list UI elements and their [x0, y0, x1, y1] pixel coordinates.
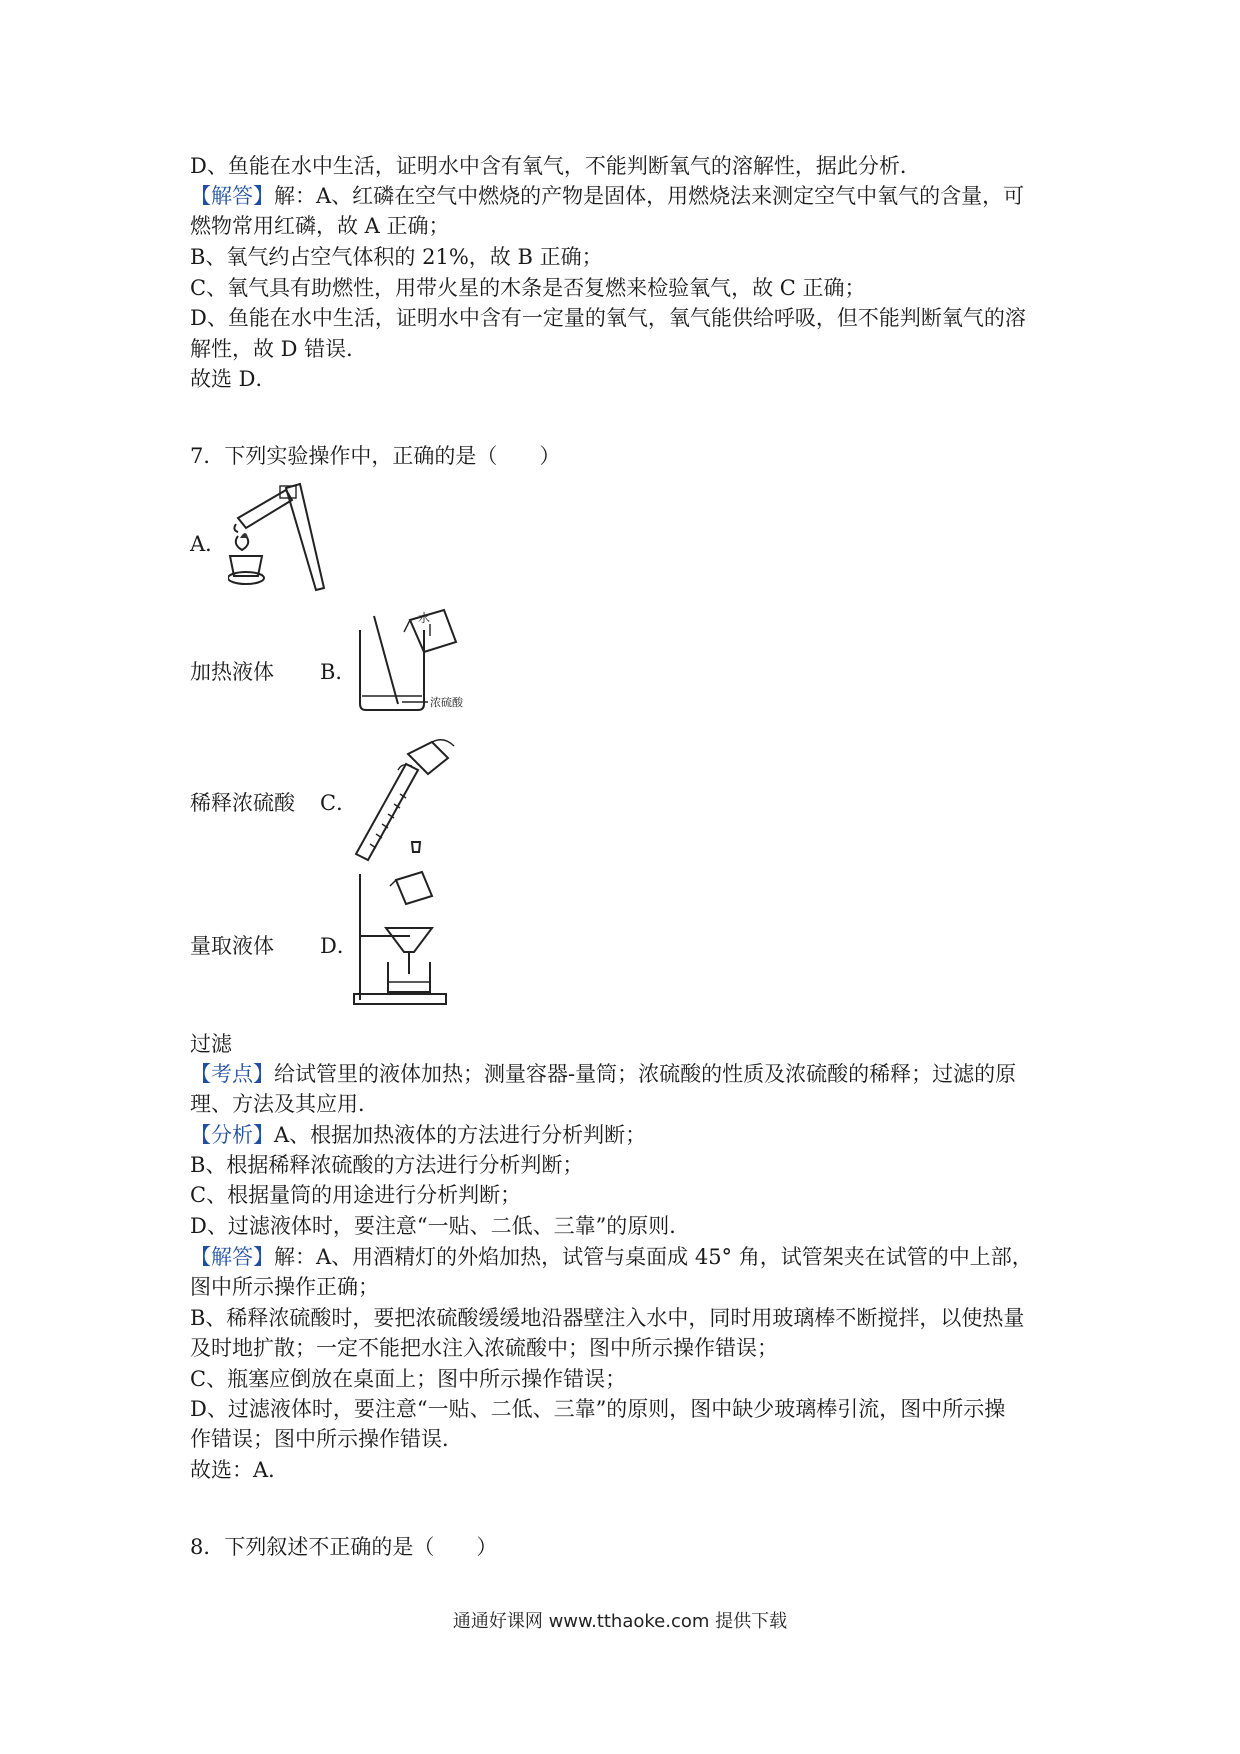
option-d-label: D． — [320, 934, 358, 958]
jieda-text: 解：A、用酒精灯的外焰加热，试管与桌面成 45° 角，试管架夹在试管的中上部， — [274, 1245, 1033, 1269]
figure-heating-liquid — [228, 478, 338, 596]
jieda-line-8: 故选：A． — [190, 1458, 290, 1482]
kaodian-line-1 — [190, 1060, 1016, 1088]
jieda-tag: 【解答】 — [190, 1245, 274, 1269]
fenxi-text: A、根据加热液体的方法进行分析判断； — [274, 1123, 647, 1147]
jieda-line-2: 图中所示操作正确； — [190, 1275, 379, 1299]
line-6: D、鱼能在水中生活，证明水中含有一定量的氧气，氧气能供给呼吸，但不能判断氧气的溶 — [190, 306, 1026, 330]
acid-label: 浓硫酸 — [430, 696, 463, 709]
fenxi-line-1 — [190, 1121, 646, 1149]
line-5: C、氧气具有助燃性，用带火星的木条是否复燃来检验氧气，故 C 正确； — [190, 276, 866, 300]
line-1: D、鱼能在水中生活，证明水中含有氧气，不能判断氧气的溶解性，据此分析． — [190, 154, 921, 178]
water-label: 水 — [418, 611, 431, 625]
jieda-line-7: 作错误；图中所示操作错误． — [190, 1427, 463, 1451]
line-4: B、氧气约占空气体积的 21%，故 B 正确； — [190, 245, 603, 269]
jieda-line-3: B、稀释浓硫酸时，要把浓硫酸缓缓地沿器壁注入水中，同时用玻璃棒不断搅拌，以使热量 — [190, 1306, 1025, 1330]
question-7: 7．下列实验操作中，正确的是（ ） — [190, 444, 561, 468]
caption-diluting-acid: 稀释浓硫酸 — [190, 791, 295, 815]
figure-measuring-liquid — [352, 736, 462, 864]
jieda-line-6: D、过滤液体时，要注意“一贴、二低、三靠”的原则，图中缺少玻璃棒引流，图中所示操 — [190, 1397, 1006, 1421]
jieda-line-4: 及时地扩散；一定不能把水注入浓硫酸中；图中所示操作错误； — [190, 1336, 778, 1360]
option-a-label: A． — [190, 532, 227, 556]
jieda-line-5: C、瓶塞应倒放在桌面上；图中所示操作错误； — [190, 1367, 627, 1391]
kaodian-text: 给试管里的液体加热；测量容器-量筒；浓硫酸的性质及浓硫酸的稀释；过滤的原 — [274, 1062, 1017, 1086]
fenxi-tag: 【分析】 — [190, 1123, 274, 1147]
question-8: 8．下列叙述不正确的是（ ） — [190, 1535, 498, 1559]
fenxi-line-3: C、根据量筒的用途进行分析判断； — [190, 1183, 522, 1207]
line-7: 解性，故 D 错误． — [190, 337, 368, 361]
caption-filtering: 过滤 — [190, 1032, 232, 1056]
option-b-label: B． — [320, 660, 357, 684]
jieda-line-1 — [190, 1243, 1033, 1271]
option-c-label: C． — [320, 791, 358, 815]
answer-tag: 【解答】 — [190, 184, 274, 208]
line-8: 故选 D． — [190, 367, 277, 391]
fenxi-line-4: D、过滤液体时，要注意“一贴、二低、三靠”的原则． — [190, 1214, 691, 1238]
line-2 — [190, 182, 1024, 210]
kaodian-tag: 【考点】 — [190, 1062, 274, 1086]
caption-measuring-liquid: 量取液体 — [190, 934, 274, 958]
figure-diluting-acid — [352, 606, 482, 712]
fenxi-line-2: B、根据稀释浓硫酸的方法进行分析判断； — [190, 1153, 584, 1177]
page-footer: 通通好课网 www.tthaoke.com 提供下载 — [452, 1611, 788, 1632]
kaodian-line-2: 理、方法及其应用． — [190, 1092, 379, 1116]
line-3: 燃物常用红磷，故 A 正确； — [190, 214, 450, 238]
answer-text: 解：A、红磷在空气中燃烧的产物是固体，用燃烧法来测定空气中氧气的含量，可 — [274, 184, 1025, 208]
caption-heating-liquid: 加热液体 — [190, 660, 274, 684]
figure-filtering — [352, 866, 462, 1008]
